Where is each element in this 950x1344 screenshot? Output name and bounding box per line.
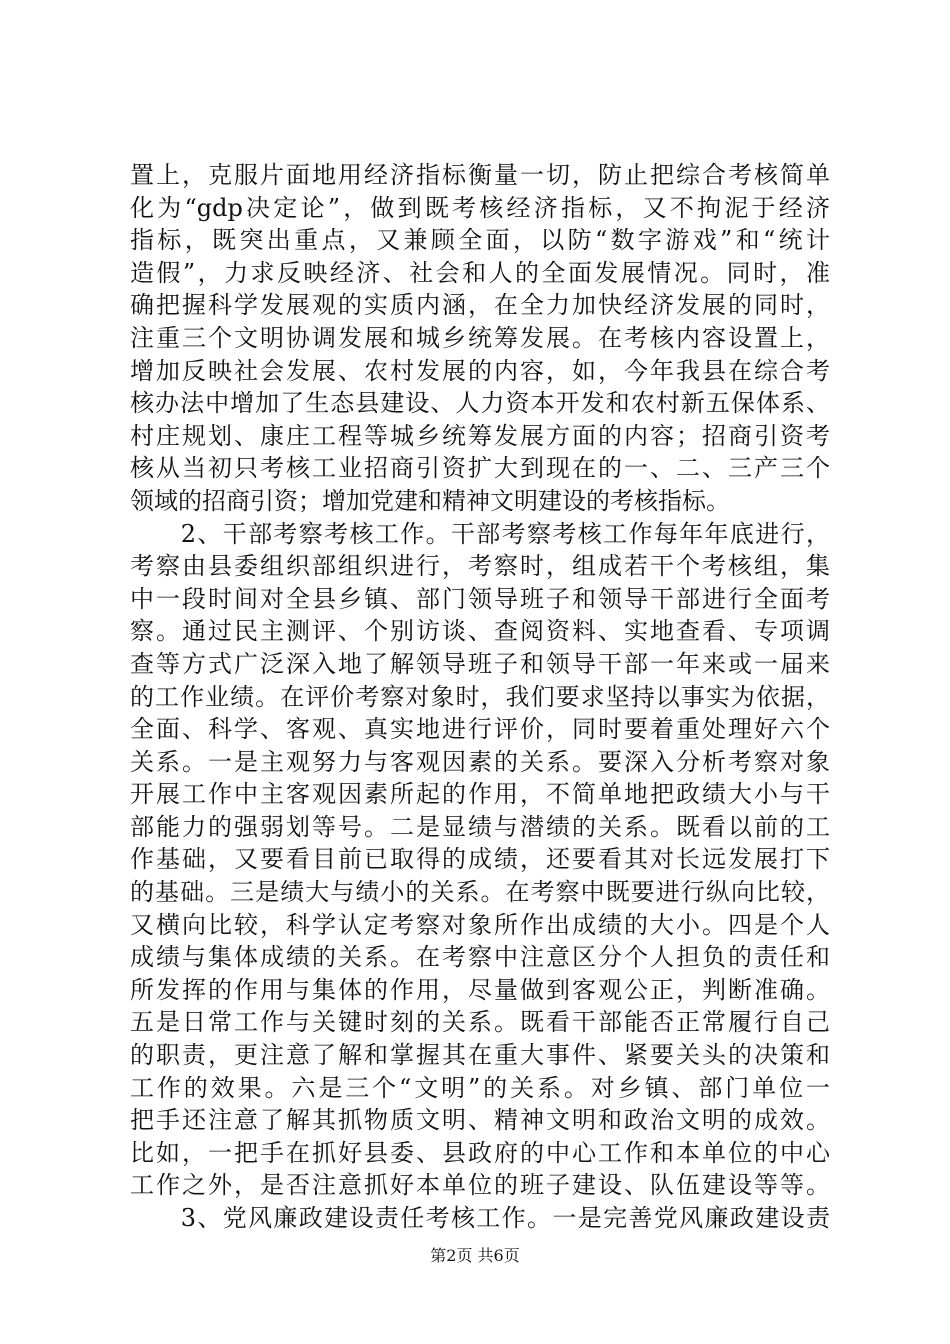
text-line: 察。通过民主测评、个别访谈、查阅资料、实地查看、专项调: [130, 617, 830, 646]
text-line: 造假”，力求反映经济、社会和人的全面发展情况。同时，准: [130, 258, 830, 287]
text-line: 置上，克服片面地用经济指标衡量一切，防止把综合考核简单: [130, 161, 830, 189]
text-line: 成绩与集体成绩的关系。在考察中注意区分个人担负的责任和: [130, 943, 830, 972]
text-line: 确把握科学发展观的实质内涵，在全力加快经济发展的同时，: [130, 291, 830, 320]
text-line: 核办法中增加了生态县建设、人力资本开发和农村新五保体系、: [130, 389, 830, 418]
text-line: 考察由县委组织部组织进行，考察时，组成若干个考核组，集: [130, 552, 830, 581]
text-line: 注重三个文明协调发展和城乡统筹发展。在考核内容设置上，: [130, 323, 830, 352]
text-line: 部能力的强弱划等号。二是显绩与潜绩的关系。既看以前的工: [130, 812, 830, 841]
text-line: 中一段时间对全县乡镇、部门领导班子和领导干部进行全面考: [130, 584, 830, 613]
text-line: 开展工作中主客观因素所起的作用，不简单地把政绩大小与干: [130, 780, 830, 809]
text-line: 关系。一是主观努力与客观因素的关系。要深入分析考察对象: [130, 747, 830, 776]
document-body: [130, 159, 830, 1235]
page-number: 第2页 共6页: [430, 1246, 520, 1265]
text-line: 所发挥的作用与集体的作用，尽量做到客观公正，判断准确。: [130, 975, 830, 1004]
text-line: 工作之外，是否注意抓好本单位的班子建设、队伍建设等等。: [130, 1171, 830, 1200]
text-line: 村庄规划、康庄工程等城乡统筹发展方面的内容；招商引资考: [130, 421, 830, 450]
text-line: 查等方式广泛深入地了解领导班子和领导干部一年来或一届来: [130, 649, 830, 678]
text-line: 3、党风廉政建设责任考核工作。一是完善党风廉政建设责: [130, 1204, 830, 1232]
text-line: 的工作业绩。在评价考察对象时，我们要求坚持以事实为依据，: [130, 682, 830, 711]
page-footer: [0, 1243, 950, 1266]
text-line: 增加反映社会发展、农村发展的内容，如，今年我县在综合考: [130, 356, 830, 385]
text-line: 化为“gdp决定论”，做到既考核经济指标，又不拘泥于经济: [130, 193, 830, 222]
text-line: 全面、科学、客观、真实地进行评价，同时要着重处理好六个: [130, 715, 830, 744]
text-line: 指标，既突出重点，又兼顾全面，以防“数字游戏”和“统计: [130, 226, 830, 255]
text-line: 比如，一把手在抓好县委、县政府的中心工作和本单位的中心: [130, 1138, 830, 1167]
text-line: 作基础，又要看目前已取得的成绩，还要看其对长远发展打下: [130, 845, 830, 874]
text-line: 的职责，更注意了解和掌握其在重大事件、紧要关头的决策和: [130, 1041, 830, 1070]
text-line: 核从当初只考核工业招商引资扩大到现在的一、二、三产三个: [130, 454, 830, 483]
text-line: 又横向比较，科学认定考察对象所作出成绩的大小。四是个人: [130, 910, 830, 939]
text-line: 五是日常工作与关键时刻的关系。既看干部能否正常履行自己: [130, 1008, 830, 1037]
text-line: 工作的效果。六是三个“文明”的关系。对乡镇、部门单位一: [130, 1073, 830, 1102]
text-line: 把手还注意了解其抓物质文明、精神文明和政治文明的成效。: [130, 1106, 830, 1135]
text-line: 领域的招商引资；增加党建和精神文明建设的考核指标。: [130, 486, 730, 515]
text-line: 2、干部考察考核工作。干部考察考核工作每年年底进行，: [130, 519, 830, 548]
text-line: 的基础。三是绩大与绩小的关系。在考察中既要进行纵向比较，: [130, 878, 830, 907]
